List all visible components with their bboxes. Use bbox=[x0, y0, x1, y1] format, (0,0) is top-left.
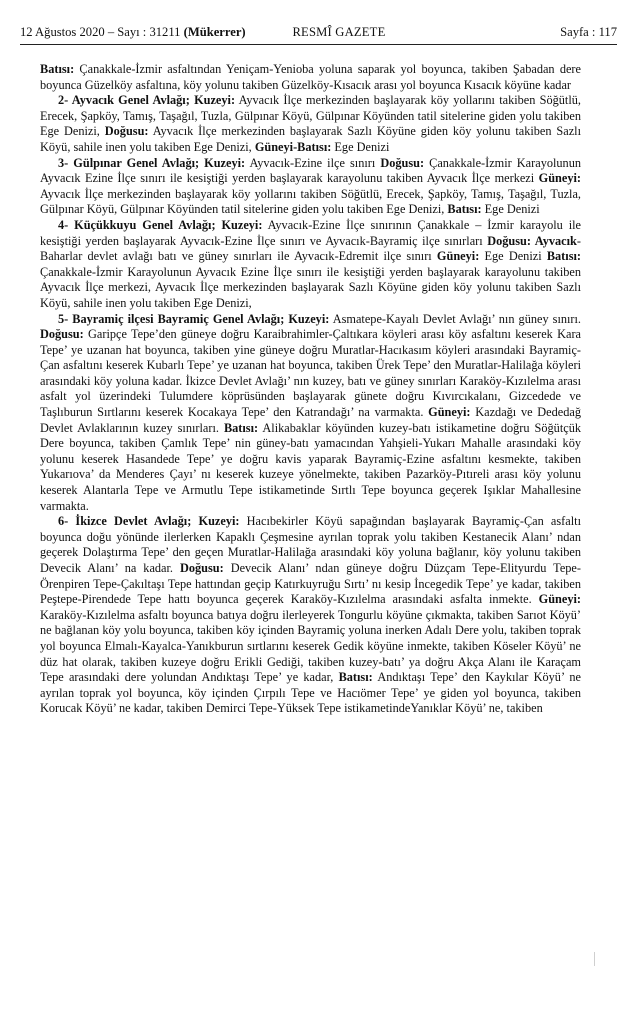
bold-label: Batısı: bbox=[223, 420, 259, 435]
bold-label: Batısı: bbox=[338, 670, 373, 685]
bold-label: Güneyi: bbox=[428, 405, 471, 420]
paragraph-text: Kazdağı ve Dededağ Devlet Avlaklarının kuzey sınırları. bbox=[40, 405, 581, 435]
document-body bbox=[40, 62, 581, 717]
bold-label: 4- Küçükkuyu Genel Avlağı; Kuzeyi: bbox=[58, 217, 263, 232]
paragraph-section bbox=[40, 514, 581, 717]
paragraph-text: Ayvacık-Ezine ilçe sınırı bbox=[245, 155, 381, 170]
paragraph-text: Karaköy-Kızılelma asfaltı boyunca batıya doğru ilerleyerek Tongurlu köyüne çıkmakta, takiben Sarıot Köyü’ ne bağlanan köy yolu boyunca, takiben köy içinden Bayramiç yoluna inerken Adalı Dere yolu, takiben toprak yol boyunca Elmalı-Kayalca-Yanıkburun sırtlarını keserek Gedik köyüne inmekte, takiben Köseler Köyü’ ne düz hat olarak, takiben kuzeye doğru Erikli Gediği, takiben kuzey-batı’ ya doğru Akça Alanı ile Karaçam Tepe arasındaki dere yolundan Andıktaşı Tepe’ ye kadar, bbox=[40, 607, 581, 685]
bold-label: Batısı: bbox=[447, 202, 482, 217]
paragraph-text: Ege Denizi bbox=[331, 139, 390, 154]
bold-label: Güneyi: bbox=[538, 171, 581, 186]
paragraph-text: Ege Denizi bbox=[479, 249, 547, 264]
paragraph-text: Çanakkale-İzmir asfaltından Yeniçam-Yenioba yoluna saparak yol boyunca, takiben Şabadan dere boyunca Güzelköy asfaltına, köy yolunu takiben Güzelköy-Kısacık arası yol boyunca Kısacık köyüne kadar bbox=[40, 62, 581, 92]
bold-label: Doğusu: bbox=[40, 327, 84, 342]
paragraph-text: Garipçe Tepe’den güneye doğru Karaibrahimler-Çaltıkara köyleri arası köy asfaltını keserek Kara Tepe’ ye uzanan hat boyunca, takiben yine güneye doğru Muratlar-Hacıkasım köyleri arasındaki Bayramiç-Çan asfaltını keserek Kubarlı Tepe’ ye uzanan hat boyunca, takiben Ürek Tepe’ den Muratlar-Halilağa köyleri arasındaki köy yoluna kadar. İkizce Devlet Avlağı’ nın kuzey, batı ve güney sınırları Karaköy-Kızılelma arası asfalt yol üzerindeki Tulumdere köprüsünden başlayarak günete doğru Kıvırcıkalanı, Gizcedede ve Taşlıburun Sırtlarını keserek Kocakaya Tepe’ den Katrandağı’ na varmakta. bbox=[40, 327, 581, 420]
bold-label: Güneyi-Batısı: bbox=[254, 139, 332, 154]
header-divider bbox=[20, 44, 617, 45]
paragraph-text: Alikabaklar köyünden kuzey-batı istikametine doğru Söğütçük Dere boyunca, takiben Çamlık Tepe’ nin güney-batı yamacından Yahşieli-Yukarı Mahalle arasındaki köy yolunu keserek Hasandede Tepe’ ye doğru kavis yaparak Bayramiç-Ezine asfaltını kesmekte, takiben Yukarıova’ da Menderes Çayı’ nı keserek kuzeye yönelmekte, takiben Pazarköy-Pıtıreli arası köy yolunu keserek Alantarla Tepe ve Armutlu Tepe istikametinde Sırtlı Tepe boyunca geçerek Işıklar Mahallesine varmakta. bbox=[40, 420, 581, 513]
paragraph-continuation bbox=[40, 62, 581, 93]
bold-label: 6- İkizce Devlet Avlağı; Kuzeyi: bbox=[58, 514, 240, 529]
bold-label: Batısı: bbox=[40, 62, 75, 76]
paragraph-text: Andıktaşı Tepe’ den Kaykılar Köyü’ ne ayrılan toprak yol boyunca, köy içinden Çırpılı Tepe ve Hacıömer Tepe’ ye giden yol boyunca, takiben Korucak Köyü’ ne kadar, takiben Demirci Tepe-Yüksek Tepe istikametindeYanıklar Köyü’ ne, takiben bbox=[40, 670, 581, 716]
bold-label: Doğusu: bbox=[179, 561, 224, 575]
paragraph-text: Ayvacık-Ezine İlçe sınırının Çanakkale – İzmir karayolu ile kesiştiği yerden başlayarak Ayvacık-Ezine İlçe sınırı ve Ayvacık-Bayramiç ilçe sınırları bbox=[40, 217, 581, 248]
paragraph-text: Ege Denizi bbox=[481, 202, 540, 217]
bold-label: Güneyi: bbox=[538, 592, 581, 607]
header-date-text: 12 Ağustos 2020 – Sayı : 31211 bbox=[20, 25, 181, 39]
paragraph-text: Ayvacık İlçe merkezinden başlayarak Sazlı Köyüne giden köy yolunu takiben Sazlı Köyü, sahile inen yolu takiben Ege Denizi, bbox=[40, 124, 581, 154]
bold-label: Güneyi: bbox=[436, 249, 480, 264]
paragraph-section bbox=[40, 218, 581, 312]
bold-label: Doğusu: Ayvacık bbox=[487, 233, 577, 248]
header-gazette-name: RESMÎ GAZETE bbox=[292, 25, 386, 39]
header-repeat-tag: (Mükerrer) bbox=[183, 25, 246, 39]
paragraph-text: Ayvacık İlçe merkezinden başlayarak köy yollarını takiben Söğütlü, Erecek, Şapköy, Tamış, Taşağıl, Tuzla, Gülpınar Köyü, Gülpınar Köyünden tatil sitelerine giden yolu takiben Ege Denizi, bbox=[40, 93, 581, 139]
paragraph-text: Hacıbekirler Köyü sapağından başlayarak Bayramiç-Çan asfaltı boyunca doğu yönünde ilerlerken Kapaklı Çeşmesine ayrılan toprak yolu takiben Kestanecik Alanı’ ndan geçerek Dolaştırma Tepe’ den geçen Muratlar-Halilağa arasındaki köy yoluna bağlanır, köy yolunu takiben Devecik Alanı’ na kadar. bbox=[40, 514, 581, 575]
paragraph-text: Çanakkale-İzmir Karayolunun Ayvacık Ezine İlçe sınırı ile kesiştiği yerden başlayarak karayolunu takiben Ayvacık İlçe merkezi, Ayvacık İlçe merkezinden başlayarak Sazlı Köyüne giden köy yolunu takiben Sazlı Köyü, sahile inen yolu takiben Ege Denizi, bbox=[40, 264, 581, 310]
page-header bbox=[20, 22, 617, 44]
paragraph-section bbox=[40, 156, 581, 218]
paragraph-text: Devecik Alanı’ ndan güneye doğru Düzçam Tepe-Elityurdu Tepe-Örenpiren Tepe-Çakıltaşı Tepe hattından geçip Katırkuyruğu Sırtı’ nı kesip İncegedik Tepe’ ye kadar, takiben Peştepe-Pirendede Tepe hattı boyunca geçerek Karaköy-Kızılelma arasındaki asfalta inmekte. bbox=[40, 561, 581, 607]
scan-artifact bbox=[594, 952, 601, 966]
bold-label: Batısı: bbox=[546, 249, 581, 264]
bold-label: 5- Bayramiç ilçesi Bayramiç Genel Avlağı; Kuzeyi: bbox=[58, 311, 330, 326]
bold-label: 2- Ayvacık Genel Avlağı; Kuzeyi: bbox=[58, 93, 236, 108]
paragraph-text: Ayvacık İlçe merkezinden başlayarak köy yollarını takiben Söğütlü, Erecek, Şapköy, Tamış, Taşağıl, Tuzla, Gülpınar Köyü, Gülpınar Köyünden tatil sitelerine giden yolu takiben Ege Denizi, bbox=[40, 186, 581, 217]
header-page-number: Sayfa : 117 bbox=[560, 25, 617, 39]
paragraph-text: -Baharlar devlet avlağı batı ve güney sınırları ile Ayvacık-Edremit ilçe sınırı bbox=[40, 233, 581, 264]
paragraph-section bbox=[40, 312, 581, 515]
header-date-issue bbox=[20, 22, 246, 42]
bold-label: Doğusu: bbox=[104, 124, 149, 139]
paragraph-section bbox=[40, 93, 581, 155]
paragraph-text: Çanakkale-İzmir Karayolunun Ayvacık Ezine İlçe sınırı ile kesiştiği yerden başlayarak karayolunu takiben Ayvacık İlçe merkezi bbox=[40, 155, 582, 186]
bold-label: 3- Gülpınar Genel Avlağı; Kuzeyi: bbox=[58, 155, 246, 170]
paragraph-text: Asmatepe-Kayalı Devlet Avlağı’ nın güney sınırı. bbox=[329, 311, 582, 326]
bold-label: Doğusu: bbox=[380, 155, 425, 170]
